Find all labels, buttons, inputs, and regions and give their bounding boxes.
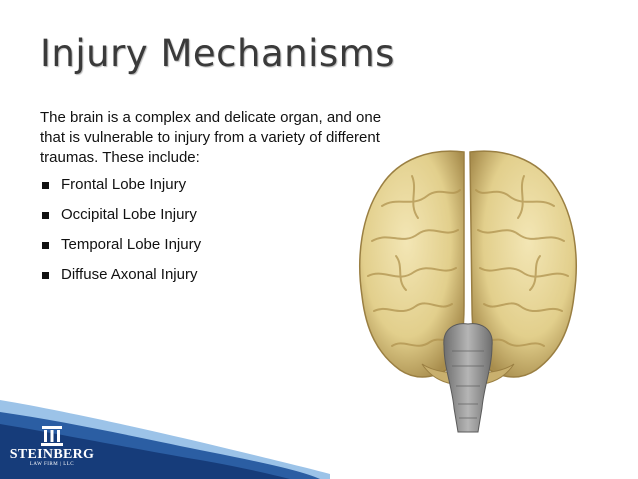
company-logo <box>8 426 96 472</box>
list-item <box>40 235 201 265</box>
square-bullet-icon <box>42 182 49 189</box>
list-item <box>40 175 201 205</box>
brain-illustration <box>352 146 584 436</box>
list-item-label: Frontal Lobe Injury <box>61 176 187 193</box>
brainstem <box>444 324 492 432</box>
list-item-label: Temporal Lobe Injury <box>61 236 202 253</box>
list-item <box>40 265 201 295</box>
injury-list <box>40 175 201 295</box>
square-bullet-icon <box>42 272 49 279</box>
list-item-label: Diffuse Axonal Injury <box>61 266 198 283</box>
slide-title: Injury Mechanisms <box>40 32 395 75</box>
list-item-label: Occipital Lobe Injury <box>61 206 197 223</box>
square-bullet-icon <box>42 212 49 219</box>
logo-name: STEINBERG <box>9 447 95 462</box>
pillar-icon <box>41 426 63 446</box>
intro-text: The brain is a complex and delicate organ, and one that is vulnerable to injury from a variety of different traumas. These include: <box>40 109 382 166</box>
logo-subtitle: LAW FIRM | LLC <box>29 462 75 467</box>
square-bullet-icon <box>42 242 49 249</box>
list-item <box>40 205 201 235</box>
